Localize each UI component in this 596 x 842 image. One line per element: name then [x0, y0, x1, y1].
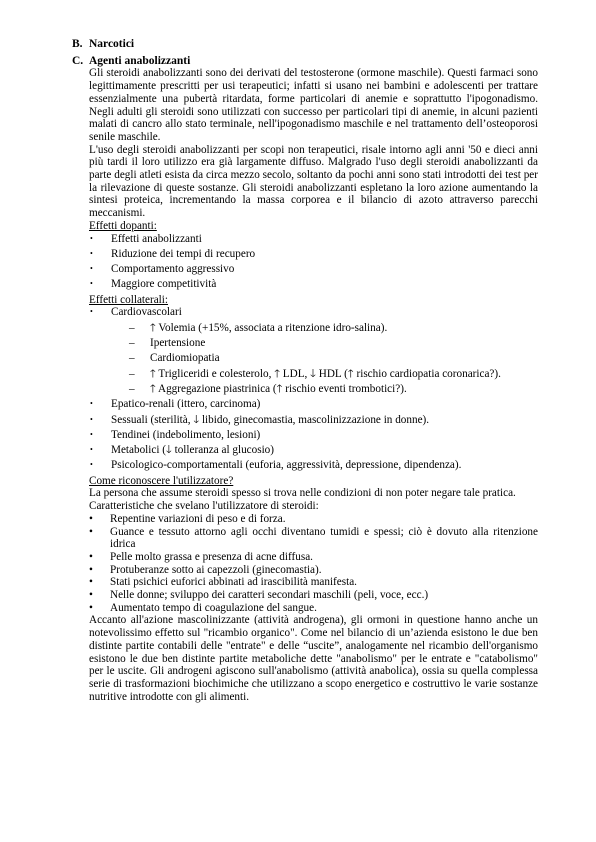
section-title: Narcotici [89, 38, 135, 50]
bullet-icon: • [89, 589, 93, 602]
section-b-heading [72, 38, 538, 51]
bullet-icon: • [89, 525, 93, 538]
closing-paragraph: Accanto all'azione mascolinizzante (attività androgena), gli ormoni in questione hanno anche un notevolissimo effetto sul "ricambio organico". Come nel bilancio di un’azienda esistono le due ben distinte partite contabili delle "entrate" e delle “uscite”, analogamente nel ricambio dell'organismo esistono le due ben distinte partite metaboliche dette "anabolismo" per le entrate e "catabolismo" per le uscite. Gli androgeni agiscono sull'anabolismo (attività anabolica), ossia su quella complessa serie di trasformazioni biochimiche che utilizzano a scopo energetico e costruttivo le varie sostanze nutritive introdotte con gli alimenti. [89, 614, 538, 703]
section-c-body [89, 67, 538, 703]
doping-list [89, 233, 538, 292]
list-item: • Stati psichici euforici abbinati ad irascibilità manifesta. [89, 576, 357, 589]
bullet-icon: • [89, 563, 93, 576]
bullet-icon: • [90, 307, 93, 317]
cardio-sublist [129, 322, 538, 396]
bullet-icon: • [90, 429, 93, 439]
intro-paragraph: L'uso degli steroidi anabolizzanti per scopi non terapeutici, risale intorno agli anni '50 e dieci anni più tardi il loro utilizzo era già largamente diffuso. Malgrado l'uso degli steroidi anabolizzanti da parte degli atleti esista da circa mezzo secolo, soltanto da pochi anni sono stati introdotti dei test per la rilevazione di queste sostanze. Gli steroidi anabolizzanti espletano la loro azione aumentando la sintesi proteica, incrementando la massa corporea e il bilancio di azoto attraverso parecchi meccanismi. [89, 143, 538, 220]
recognize-paragraph: La persona che assume steroidi spesso si trova nelle condizioni di non poter negare tale pratica. [89, 487, 516, 500]
bullet-icon: • [89, 550, 93, 563]
list-item: • Tendinei (indebolimento, lesioni) [90, 428, 261, 441]
list-item: • Pelle molto grassa e presenza di acne diffusa. [89, 550, 313, 563]
bullet-icon: • [89, 512, 93, 525]
sub-list-item: – 🡑 Trigliceridi e colesterolo, 🡑 LDL, 🡓 HDL (🡑 rischio cardiopatia coronarica?). [129, 367, 501, 380]
bullet-icon: • [90, 248, 93, 258]
list-item: • Protuberanze sotto ai capezzoli (ginecomastia). [89, 563, 322, 576]
document-page [72, 38, 538, 703]
doping-heading: Effetti dopanti: [89, 219, 157, 232]
recognize-list [89, 513, 538, 615]
recognize-heading: Come riconoscere l'utilizzatore? [89, 474, 234, 487]
list-item: • Sessuali (sterilità, 🡓 libido, ginecomastia, mascolinizzazione in donne). [90, 413, 430, 426]
list-item: • Comportamento aggressivo [90, 263, 235, 276]
bullet-icon: • [90, 279, 93, 289]
list-item: • Metabolici (🡓 tolleranza al glucosio) [90, 444, 275, 457]
dash-icon: – [129, 352, 135, 365]
sub-list-item: – Cardiomiopatia [129, 352, 220, 365]
list-item: • Epatico-renali (ittero, carcinoma) [90, 398, 261, 411]
intro-paragraph: Gli steroidi anabolizzanti sono dei derivati del testosterone (ormone maschile). Questi farmaci sono legittimamente prescritti per usi terapeutici; infatti si usano nei bambini e adolescenti per trattare essenzialmente una pubertà ritardata, forme particolari di anemie e soprattutto l'ipogonadismo. Negli adulti gli steroidi sono utilizzati con successo per particolari tipi di anemie, in alcuni pazienti malati di cancro allo stato terminale, nell'ipogonadismo maschile e nel trattamento dell’osteoporosi senile maschile. [89, 67, 538, 143]
sub-list-item: – Ipertensione [129, 337, 206, 350]
side-effects-list-rest [89, 398, 538, 472]
bullet-icon: • [89, 601, 93, 614]
bullet-icon: • [89, 576, 93, 589]
list-item: • Riduzione dei tempi di recupero [90, 247, 256, 260]
bullet-icon: • [90, 445, 93, 455]
list-item: • Maggiore competitività [90, 278, 217, 291]
list-item: • Effetti anabolizzanti [90, 232, 202, 245]
dash-icon: – [129, 337, 135, 350]
sub-list-item: – 🡑 Aggregazione piastrinica (🡑 rischio eventi trombotici?). [129, 382, 407, 395]
section-title: Agenti anabolizzanti [89, 54, 191, 67]
dash-icon: – [129, 382, 135, 395]
bullet-icon: • [90, 264, 93, 274]
list-item: • Psicologico-comportamentali (euforia, aggressività, depressione, dipendenza). [90, 459, 462, 472]
side-effects-list [89, 306, 538, 319]
list-item: • Nelle donne; sviluppo dei caratteri secondari maschili (peli, voce, ecc.) [89, 589, 429, 602]
section-c-heading [72, 55, 538, 68]
list-item: • Guance e tessuto attorno agli occhi diventano tumidi e spessi; ciò è dovuto alla ritenzione idrica [89, 525, 538, 551]
list-item: • Cardiovascolari [90, 306, 182, 319]
section-letter: B. [72, 38, 83, 50]
bullet-icon: • [90, 233, 93, 243]
side-effects-heading: Effetti collaterali: [89, 293, 169, 306]
list-item: • Aumentato tempo di coagulazione del sangue. [89, 601, 317, 614]
dash-icon: – [129, 367, 135, 380]
sub-list-item: – 🡑 Volemia (+15%, associata a ritenzione idro-salina). [129, 321, 388, 334]
dash-icon: – [129, 321, 135, 334]
section-letter: C. [72, 54, 84, 67]
bullet-icon: • [90, 460, 93, 470]
list-item: • Repentine variazioni di peso e di forza. [89, 512, 286, 525]
recognize-lead: Caratteristiche che svelano l'utilizzatore di steroidi: [89, 500, 319, 513]
bullet-icon: • [90, 414, 93, 424]
bullet-icon: • [90, 399, 93, 409]
